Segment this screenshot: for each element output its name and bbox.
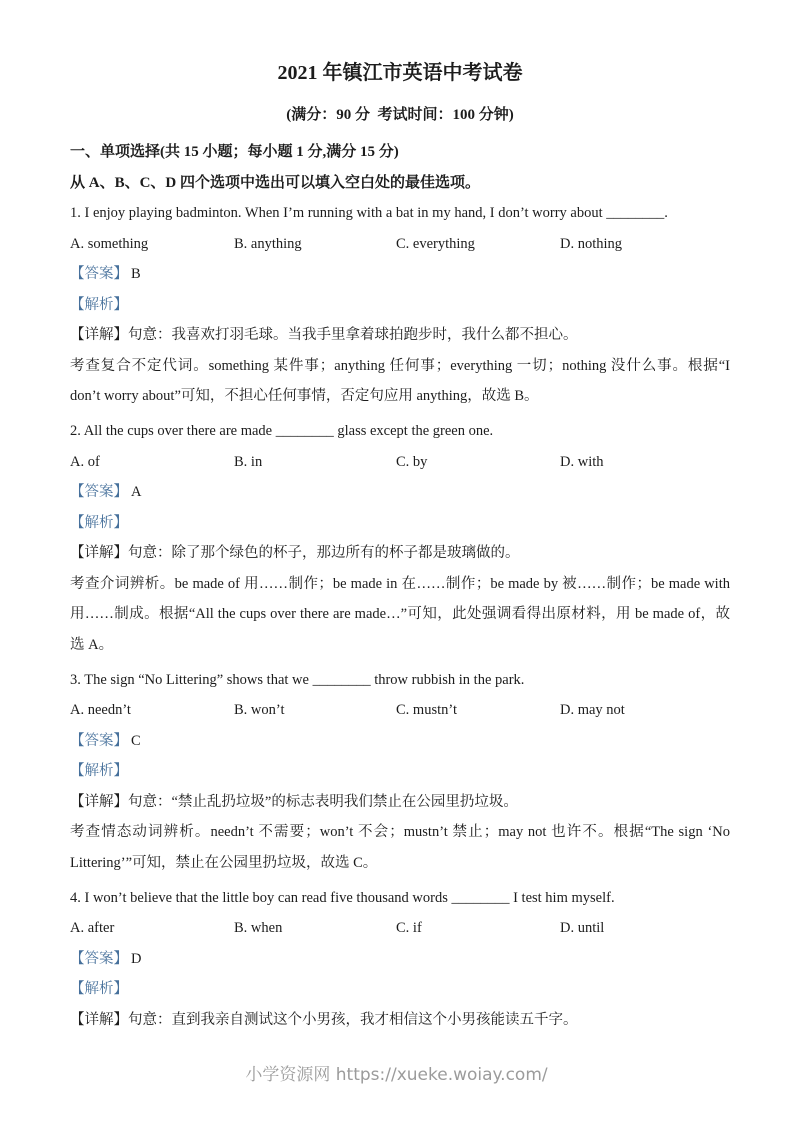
analysis-line: [70, 756, 730, 787]
answer-line: [70, 726, 730, 757]
detail-sentence: 【详解】句意：除了那个绿色的杯子，那边所有的杯子都是玻璃做的。: [70, 545, 520, 561]
question-stem: 3. The sign “No Littering” shows that we ________ throw rubbish in the park.: [70, 671, 525, 688]
answer-value: C: [131, 732, 141, 749]
option-c: C. if: [396, 920, 422, 936]
analysis-line: [70, 290, 730, 321]
options-row: [70, 447, 730, 478]
analysis-line: [70, 974, 730, 1005]
question-block-2: [70, 416, 730, 660]
options-row: [70, 695, 730, 726]
question-stem: 4. I won’t believe that the little boy can read five thousand words ________ I test him myself.: [70, 889, 615, 906]
option-c: C. by: [396, 453, 428, 470]
question-stem: 2. All the cups over there are made ________ glass except the green one.: [70, 423, 494, 439]
analysis-line: [70, 508, 730, 539]
analysis-label: 【解析】: [70, 981, 128, 997]
detail-analysis: 考查情态动词辨析。needn’t 不需要；won’t 不会；mustn’t 禁止；may not 也许不。根据“The sign ‘No Littering’”可知，禁止在公园里扔垃圾，故选 C。: [70, 824, 730, 871]
answer-value: B: [131, 266, 141, 282]
options-row: [70, 229, 730, 260]
question-stem: 1. I enjoy playing badminton. When I’m running with a bat in my hand, I don’t worry about ________.: [70, 205, 668, 221]
option-a: A. needn’t: [70, 702, 131, 718]
detail-sentence: 【详解】句意：“禁止乱扔垃圾”的标志表明我们禁止在公园里扔垃圾。: [70, 793, 518, 810]
analysis-label: 【解析】: [70, 296, 128, 313]
option-d: D. with: [560, 453, 604, 470]
option-d: D. until: [560, 920, 605, 936]
option-c: C. everything: [396, 235, 475, 252]
exam-title: 2021 年镇江市英语中考试卷: [277, 62, 523, 84]
detail-sentence: 【详解】句意：我喜欢打羽毛球。当我手里拿着球拍跑步时，我什么都不担心。: [70, 327, 578, 343]
option-b: B. in: [234, 453, 263, 470]
option-d: D. nothing: [560, 235, 623, 252]
section-instructions: 从 A、B、C、D 四个选项中选出可以填入空白处的最佳选项。: [70, 174, 481, 191]
exam-score-info: (满分：90 分 考试时间：100 分钟): [286, 107, 514, 123]
detail-analysis: 考查复合不定代词。something 某件事；anything 任何事；everything 一切；nothing 没什么事。根据“I don’t worry about”可知，不担心任何事情，否定句应用 anything，故选 B。: [70, 357, 730, 404]
question-block-4: [70, 883, 730, 1036]
analysis-label: 【解析】: [70, 514, 128, 531]
section-heading: 一、单项选择(共 15 小题；每小题 1 分,满分 15 分): [70, 144, 399, 160]
answer-line: [70, 944, 730, 975]
watermark-footer: 小学资源网 https://xueke.woiay.com/: [245, 1065, 548, 1085]
answer-label: 【答案】: [70, 950, 128, 967]
analysis-label: 【解析】: [70, 763, 128, 779]
option-b: B. when: [234, 920, 283, 936]
answer-line: [70, 259, 730, 290]
question-block-1: [70, 198, 730, 412]
option-b: B. won’t: [234, 702, 285, 718]
detail-sentence: 【详解】句意：直到我亲自测试这个小男孩，我才相信这个小男孩能读五千字。: [70, 1011, 578, 1028]
option-c: C. mustn’t: [396, 702, 457, 718]
option-b: B. anything: [234, 235, 302, 252]
option-a: A. something: [70, 235, 149, 252]
question-block-3: [70, 665, 730, 879]
answer-label: 【答案】: [70, 266, 128, 282]
answer-line: [70, 477, 730, 508]
options-row: [70, 913, 730, 944]
option-a: A. after: [70, 920, 115, 936]
answer-value: A: [131, 484, 142, 500]
answer-label: 【答案】: [70, 732, 128, 749]
option-a: A. of: [70, 453, 100, 470]
option-d: D. may not: [560, 702, 625, 718]
answer-value: D: [131, 950, 142, 967]
answer-label: 【答案】: [70, 484, 128, 500]
detail-analysis: 考查介词辨析。be made of 用……制作；be made in 在……制作；be made by 被……制作；be made with 用……制成。根据“All the cups over there are made…”可知，此处强调看得出原材料，用 be made of，故选 A。: [70, 575, 730, 653]
